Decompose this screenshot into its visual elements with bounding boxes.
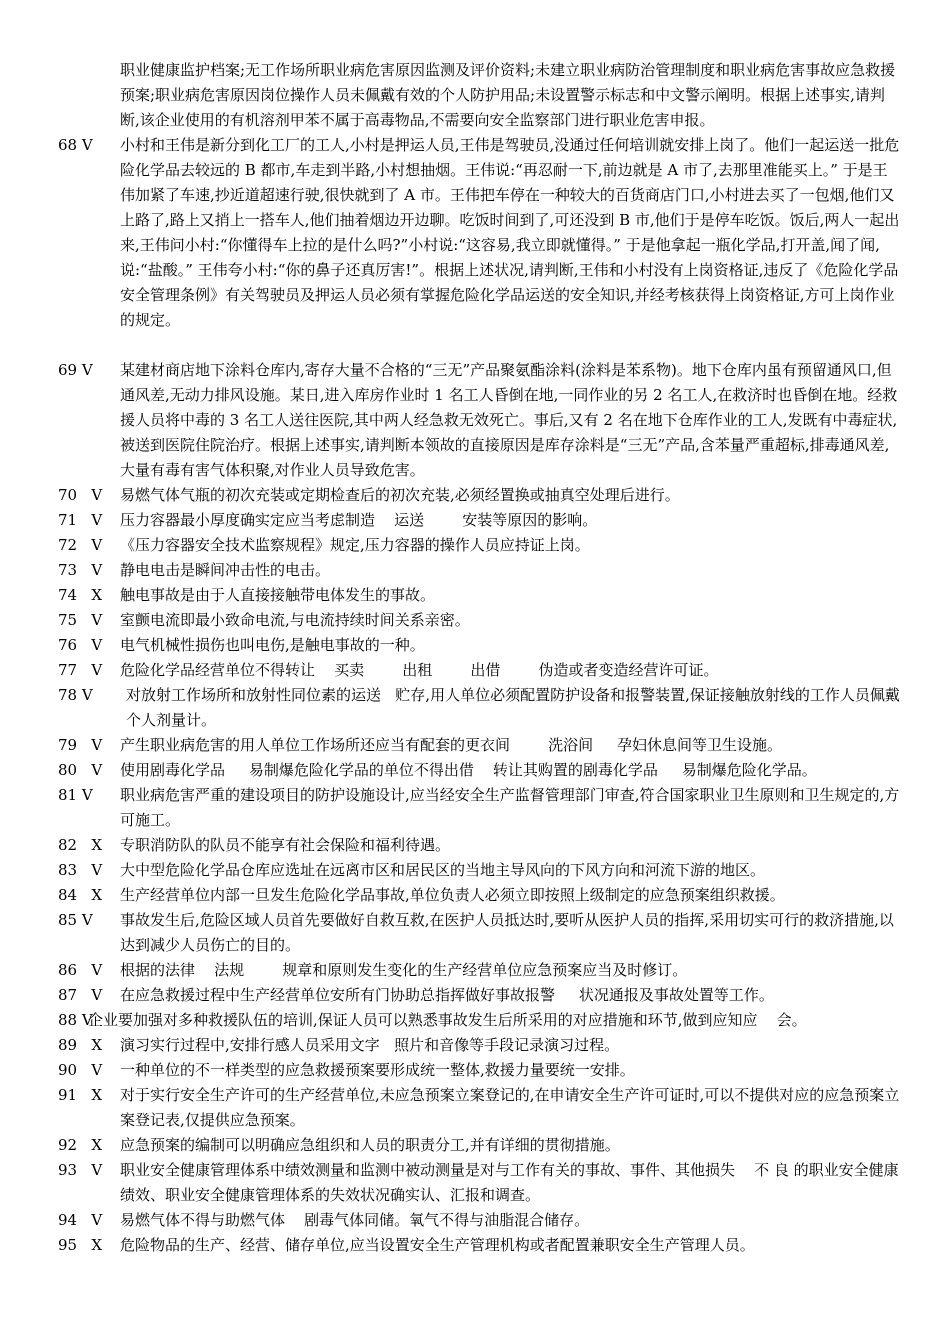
question-item: [58, 1208, 900, 1233]
question-text: 一种单位的不一样类型的应急救援预案要形成统一整体,救援力量要统一安排。: [120, 1061, 635, 1079]
question-item: [58, 1033, 900, 1058]
question-item: [58, 483, 900, 508]
question-number-answer: 82 X: [58, 836, 103, 854]
question-number-answer: 88 V: [58, 1011, 93, 1029]
question-number-answer: 70 V: [58, 486, 103, 504]
question-number-answer: 84 X: [58, 886, 103, 904]
question-number-answer: 69 V: [58, 361, 93, 379]
question-number-answer: 76 V: [58, 636, 103, 654]
question-number-answer: 81 V: [58, 786, 93, 804]
question-number-answer: 95 X: [58, 1236, 103, 1254]
question-text: 产生职业病危害的用人单位工作场所还应当有配套的更衣间 洗浴间 孕妇休息间等卫生设施。: [120, 736, 782, 754]
question-text: 演习实行过程中,安排行感人员采用文字 照片和音像等手段记录演习过程。: [120, 1036, 620, 1054]
question-number-answer: 90 V: [58, 1061, 103, 1079]
question-text: 某建材商店地下涂料仓库内,寄存大量不合格的“三无”产品聚氨酯涂料(涂料是苯系物)。地下仓库内虽有预留通风口,但通风差,无动力排风设施。某日,进入库房作业时 1 名工人昏倒在地,一同作业的另 2 名工人,在救济时也昏倒在地。经救援人员将中毒的 3 名工人送往医院,其中两人经急救无效死亡。事后,又有 2 名在地下仓库作业的工人,发既有中毒症状,被送到医院住院治疗。根据上述事实,请判断本领故的直接原因是库存涂料是“三无”产品,含苯量严重超标,排毒通风差,大量有毒有害气体积聚,对作业人员导致危害。: [120, 361, 898, 479]
question-text: 易燃气体气瓶的初次充装或定期检查后的初次充装,必须经置换或抽真空处理后进行。: [120, 486, 680, 504]
spacer: [58, 333, 900, 358]
question-text: 职业病危害严重的建设项目的防护设施设计,应当经安全生产监督管理部门审查,符合国家职业卫生原则和卫生规定的,方可施工。: [120, 786, 900, 829]
question-item: [58, 983, 900, 1008]
question-text: 职业安全健康管理体系中绩效测量和监测中被动测量是对与工作有关的事故、事件、其他损失 不 良 的职业安全健康绩效、职业安全健康管理体系的失效状况确实认、汇报和调查。: [120, 1161, 899, 1204]
question-number-answer: 85 V: [58, 911, 93, 929]
question-number-answer: 93 V: [58, 1161, 103, 1179]
question-number-answer: 79 V: [58, 736, 103, 754]
question-number-answer: 77 V: [58, 661, 103, 679]
question-number-answer: 71 V: [58, 511, 103, 529]
question-item: [58, 633, 900, 658]
question-number-answer: 83 V: [58, 861, 103, 879]
question-number-answer: 87 V: [58, 986, 103, 1004]
question-item: [58, 783, 900, 833]
question-item: [58, 508, 900, 533]
question-item: [58, 1083, 900, 1133]
question-text: 电气机械性损伤也叫电伤,是触电事故的一种。: [120, 636, 425, 654]
question-text: 对于实行安全生产许可的生产经营单位,未应急预案立案登记的,在申请安全生产许可证时,可以不提供对应的应急预案立案登记表,仅提供应急预案。: [120, 1086, 900, 1129]
question-text: 生产经营单位内部一旦发生危险化学品事故,单位负责人必须立即按照上级制定的应急预案组织救援。: [120, 886, 785, 904]
question-item: [58, 1233, 900, 1258]
question-text: 易燃气体不得与助燃气体 剧毒气体同储。氧气不得与油脂混合储存。: [120, 1211, 590, 1229]
question-text: 应急预案的编制可以明确应急组织和人员的职责分工,并有详细的贯彻措施。: [120, 1136, 620, 1154]
question-item: [58, 608, 900, 633]
question-text: 根据的法律 法规 规章和原则发生变化的生产经营单位应急预案应当及时修订。: [120, 961, 688, 979]
question-item: [58, 858, 900, 883]
question-item: [58, 533, 900, 558]
question-item: [58, 1158, 900, 1208]
question-text: 在应急救援过程中生产经营单位安所有门协助总指挥做好事故报警 状况通报及事故处置等工作。: [120, 986, 774, 1004]
question-text: 对放射工作场所和放射性同位素的运送 贮存,用人单位必须配置防护设备和报警装置,保证接触放射线的工作人员佩戴个人剂量计。: [126, 686, 900, 729]
question-number-answer: 73 V: [58, 561, 103, 579]
question-list: [58, 133, 900, 1258]
question-number-answer: 86 V: [58, 961, 103, 979]
question-number-answer: 75 V: [58, 611, 103, 629]
question-text: 专职消防队的队员不能享有社会保险和福利待遇。: [120, 836, 451, 854]
question-text: 大中型危险化学品仓库应选址在远离市区和居民区的当地主导风向的下风方向和河流下游的地区。: [120, 861, 766, 879]
question-text: 小村和王伟是新分到化工厂的工人,小村是押运人员,王伟是驾驶员,没通过任何培训就安排上岗了。他们一起运送一批危险化学品去较远的 B 都市,车走到半路,小村想抽烟。王伟说:“再忍耐一下,前边就是 A 市了,去那里准能买上。” 于是王伟加紧了车速,抄近道超速行驶,很快就到了 A 市。王伟把车停在一种较大的百货商店门口,小村进去买了一包烟,他们又上路了,路上又捎上一搭车人,他们抽着烟边开边聊。吃饭时间到了,可还没到 B 市,他们于是停车吃饭。饭后,两人一起出来,王伟问小村:“你懂得车上拉的是什么吗?”小村说:“这容易,我立即就懂得。” 于是他拿起一瓶化学品,打开盖,闻了闻,说:“盐酸。” 王伟夸小村:“你的鼻子还真厉害!”。根据上述状况,请判断,王伟和小村没有上岗资格证,违反了《危险化学品安全管理条例》有关驾驶员及押运人员必须有掌握危险化学品运送的安全知识,并经考核获得上岗资格证,方可上岗作业的规定。: [120, 136, 900, 329]
question-item: [58, 908, 900, 958]
question-item: [58, 658, 900, 683]
question-text: 危险物品的生产、经营、储存单位,应当设置安全生产管理机构或者配置兼职安全生产管理人员。: [120, 1236, 755, 1254]
question-text: 压力容器最小厚度确实定应当考虑制造 运送 安装等原因的影响。: [120, 511, 598, 529]
question-number-answer: 91 X: [58, 1086, 103, 1104]
question-item: [58, 833, 900, 858]
question-number-answer: 68 V: [58, 136, 93, 154]
question-item: [58, 558, 900, 583]
question-text: 危险化学品经营单位不得转让 买卖 出租 出借 伪造或者变造经营许可证。: [120, 661, 719, 679]
question-number-answer: 89 X: [58, 1036, 103, 1054]
question-item: [58, 683, 900, 733]
question-number-answer: 94 V: [58, 1211, 103, 1229]
question-item: [58, 1008, 900, 1033]
question-item: [58, 758, 900, 783]
question-item: [58, 883, 900, 908]
question-item: [58, 358, 900, 483]
question-number-answer: 74 X: [58, 586, 103, 604]
question-number-answer: 72 V: [58, 536, 103, 554]
question-number-answer: 78 V: [58, 686, 93, 704]
question-text: 静电电击是瞬间冲击性的电击。: [120, 561, 331, 579]
question-item: [58, 1058, 900, 1083]
intro-paragraph: 职业健康监护档案;无工作场所职业病危害原因监测及评价资料;未建立职业病防治管理制度和职业病危害事故应急救援预案;职业病危害原因岗位操作人员未佩戴有效的个人防护用品;未设置警示标志和中文警示阐明。根据上述事实,请判断,该企业使用的有机溶剂甲苯不属于高毒物品,不需要向安全监察部门进行职业危害申报。: [120, 61, 896, 129]
question-text: 触电事故是由于人直接接触带电体发生的事故。: [120, 586, 436, 604]
question-item: [58, 133, 900, 333]
question-number-answer: 92 X: [58, 1136, 103, 1154]
question-item: [58, 733, 900, 758]
question-item: [58, 1133, 900, 1158]
question-item: [58, 958, 900, 983]
question-text: 《压力容器安全技术监察规程》规定,压力容器的操作人员应持证上岗。: [120, 536, 590, 554]
question-text: 使用剧毒化学品 易制爆危险化学品的单位不得出借 转让其购置的剧毒化学品 易制爆危险化学品。: [120, 761, 817, 779]
question-text: 室颤电流即最小致命电流,与电流持续时间关系亲密。: [120, 611, 470, 629]
question-text: 企业要加强对多种救援队伍的培训,保证人员可以熟悉事故发生后所采用的对应措施和环节,做到应知应 会。: [88, 1011, 807, 1029]
question-item: [58, 583, 900, 608]
question-number-answer: 80 V: [58, 761, 103, 779]
question-text: 事故发生后,危险区域人员首先要做好自救互救,在医护人员抵达时,要听从医护人员的指挥,采用切实可行的救济措施,以达到减少人员伤亡的目的。: [120, 911, 894, 954]
